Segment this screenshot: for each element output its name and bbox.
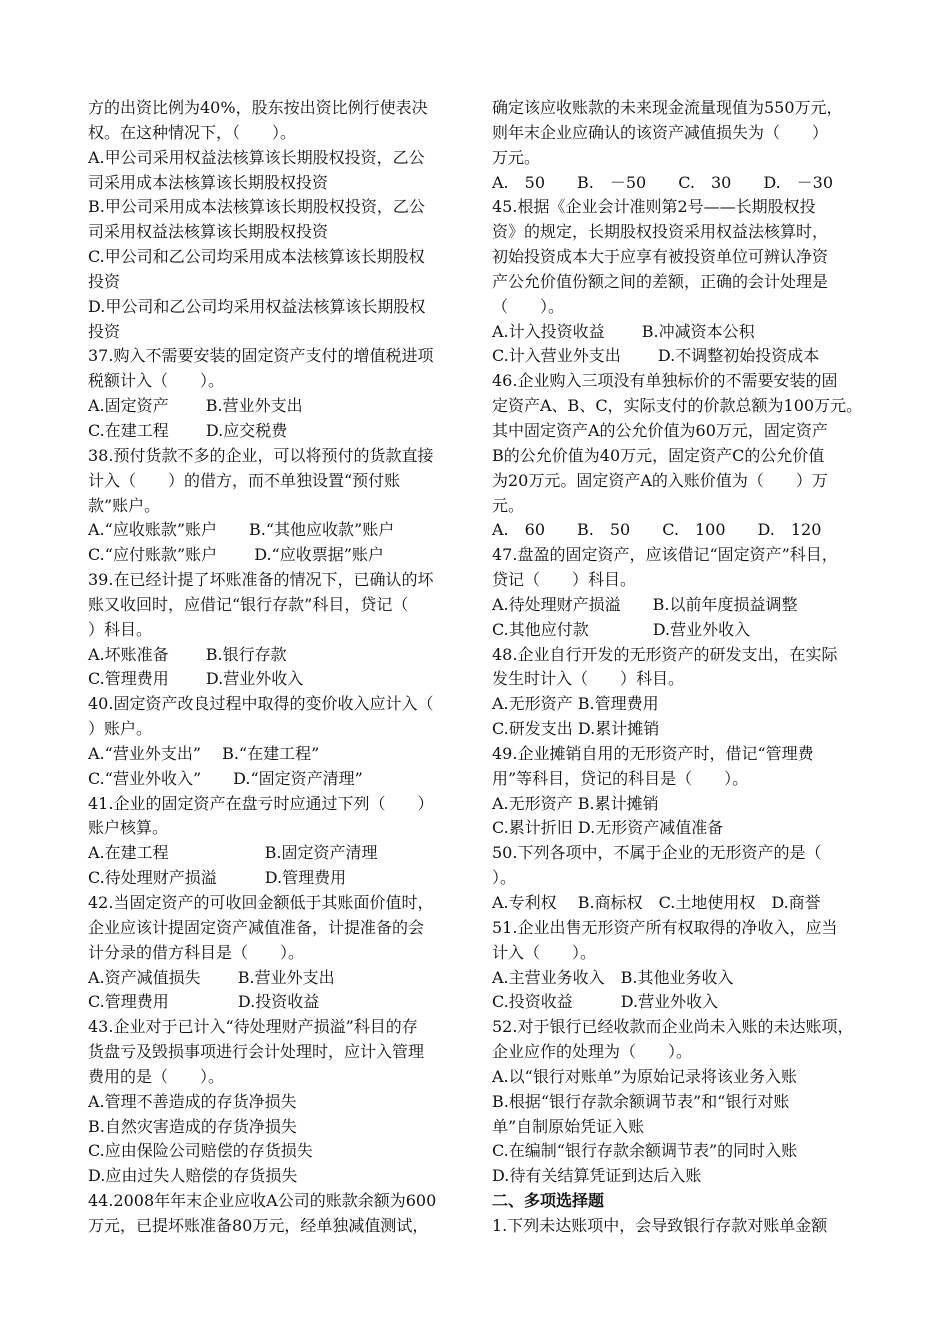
text-line: 万元。 xyxy=(492,147,541,167)
text-line: A.计入投资收益 B.冲减资本公积 xyxy=(492,321,755,341)
text-line: C.“应付账款”账户 D.“应收票据”账户 xyxy=(88,545,384,565)
text-line: 发生时计入（ ）科目。 xyxy=(492,669,685,689)
text-line: 元。 xyxy=(492,495,525,515)
text-line: C.管理费用 D.投资收益 xyxy=(88,992,320,1012)
text-line: A.无形资产 B.累计摊销 xyxy=(492,793,659,813)
text-line: 49.企业摊销自用的无形资产时，借记“管理费 xyxy=(492,743,814,763)
text-line: ）账户。 xyxy=(88,719,153,739)
text-line: 账又收回时，应借记“银行存款”科目，贷记（ xyxy=(88,594,409,614)
text-line: A.在建工程 B.固定资产清理 xyxy=(88,843,378,863)
text-line: C.管理费用 D.营业外收入 xyxy=(88,669,304,689)
text-line: 企业应作的处理为（ ）。 xyxy=(492,1042,693,1062)
text-line: D.待有关结算凭证到达后入账 xyxy=(492,1166,702,1186)
text-line: 用”等科目，贷记的科目是（ ）。 xyxy=(492,768,749,788)
text-line: B.甲公司采用成本法核算该长期股权投资，乙公 xyxy=(88,197,425,217)
text-line: 46.企业购入三项没有单独标价的不需要安装的固 xyxy=(492,371,838,391)
text-line: 税额计入（ ）。 xyxy=(88,371,225,391)
section-heading: 二、多项选择题 xyxy=(492,1191,605,1211)
text-line: A. 60 B. 50 C. 100 D. 120 xyxy=(492,520,822,540)
right-column xyxy=(492,96,872,1239)
text-line: ）。 xyxy=(492,868,517,888)
text-line: 权。在这种情况下，（ ）。 xyxy=(88,122,297,142)
text-line: 51.企业出售无形资产所有权取得的净收入，应当 xyxy=(492,917,838,937)
text-line: 费用的是（ ）。 xyxy=(88,1066,225,1086)
text-line: ）科目。 xyxy=(88,619,153,639)
text-line: 方的出资比例为40%，股东按出资比例行使表决 xyxy=(88,98,428,117)
text-line: 38.预付货款不多的企业，可以将预付的货款直接 xyxy=(88,445,434,465)
text-line: 计分录的借方科目是（ ）。 xyxy=(88,942,305,962)
text-line: C.甲公司和乙公司均采用成本法核算该长期股权 xyxy=(88,247,425,267)
text-line: 万元，已提坏账准备80万元，经单独减值测试， xyxy=(88,1215,429,1235)
text-line: A.主营业务收入 B.其他业务收入 xyxy=(492,967,734,987)
text-line: C.投资收益 D.营业外收入 xyxy=(492,992,719,1012)
text-line: 确定该应收账款的未来现金流量现值为550万元， xyxy=(492,98,843,117)
text-line: 50.下列各项中，不属于企业的无形资产的是（ xyxy=(492,843,822,863)
text-line: C.应由保险公司赔偿的存货损失 xyxy=(88,1141,313,1161)
text-line: A.“应收账款”账户 B.“其他应收款”账户 xyxy=(88,520,395,540)
text-line: B的公允价值为40万元，固定资产C的公允价值 xyxy=(492,445,825,465)
text-line: A.无形资产 B.管理费用 xyxy=(492,694,659,714)
text-line: D.应由过失人赔偿的存货损失 xyxy=(88,1166,298,1186)
text-line: 其中固定资产A的公允价值为60万元，固定资产 xyxy=(492,420,828,440)
text-line: C.在编制“银行存款余额调节表”的同时入账 xyxy=(492,1141,798,1161)
text-line: 企业应该计提固定资产减值准备，计提准备的会 xyxy=(88,917,425,937)
text-line: B.自然灾害造成的存货净损失 xyxy=(88,1116,297,1136)
text-line: 贷记（ ）科目。 xyxy=(492,570,637,590)
text-line: 货盘亏及毁损事项进行会计处理时，应计入管理 xyxy=(88,1042,425,1062)
text-line: 44.2008年年末企业应收A公司的账款余额为600 xyxy=(88,1191,437,1211)
text-line: C.累计折旧 D.无形资产减值准备 xyxy=(492,818,724,838)
text-line: 1.下列未达账项中，会导致银行存款对账单金额 xyxy=(492,1215,828,1235)
text-line: C.计入营业外支出 D.不调整初始投资成本 xyxy=(492,346,820,366)
text-line: A.“营业外支出” B.“在建工程” xyxy=(88,743,320,763)
text-line: C.研发支出 D.累计摊销 xyxy=(492,719,660,739)
text-line: 47.盘盈的固定资产，应该借记“固定资产”科目， xyxy=(492,545,838,565)
text-line: C.其他应付款 D.营业外收入 xyxy=(492,619,751,639)
text-line: A.甲公司采用权益法核算该长期股权投资，乙公 xyxy=(88,147,425,167)
text-line: 为20万元。固定资产A的入账价值为（ ）万 xyxy=(492,470,828,490)
text-line: （ ）。 xyxy=(492,296,565,316)
text-line: 单”自制原始凭证入账 xyxy=(492,1116,645,1136)
text-line: 投资 xyxy=(88,271,121,291)
text-line: 产公允价值份额之间的差额，正确的会计处理是 xyxy=(492,271,829,291)
text-line: 39.在已经计提了坏账准备的情况下，已确认的坏 xyxy=(88,570,434,590)
text-line: D.甲公司和乙公司均采用权益法核算该长期股权 xyxy=(88,296,426,316)
text-line: 则年末企业应确认的该资产减值损失为（ ） xyxy=(492,122,829,142)
text-line: 43.企业对于已计入“待处理财产损溢”科目的存 xyxy=(88,1017,418,1037)
text-line: A.专利权 B.商标权 C.土地使用权 D.商誉 xyxy=(492,893,821,912)
text-line: A.坏账准备 B.银行存款 xyxy=(88,644,287,664)
text-line: 52.对于银行已经收款而企业尚未入账的未达账项， xyxy=(492,1017,854,1037)
text-line: C.在建工程 D.应交税费 xyxy=(88,420,288,440)
text-line: 初始投资成本大于应享有被投资单位可辨认净资 xyxy=(492,247,829,267)
text-line: 40.固定资产改良过程中取得的变价收入应计入（ xyxy=(88,694,434,714)
text-line: 48.企业自行开发的无形资产的研发支出，在实际 xyxy=(492,644,838,664)
text-line: 45.根据《企业会计准则第2号——长期股权投 xyxy=(492,197,816,217)
text-line: A.待处理财产损溢 B.以前年度损益调整 xyxy=(492,594,798,614)
text-line: 计入（ ）的借方，而不单独设置“预付账 xyxy=(88,470,401,490)
text-line: 账户核算。 xyxy=(88,818,169,838)
text-line: 41.企业的固定资产在盘亏时应通过下列（ ） xyxy=(88,793,434,813)
text-line: 资》的规定，长期股权投资采用权益法核算时， xyxy=(492,222,829,242)
text-line: A.固定资产 B.营业外支出 xyxy=(88,396,303,416)
left-column xyxy=(88,96,460,1239)
text-line: 42.当固定资产的可收回金额低于其账面价值时， xyxy=(88,893,434,912)
text-line: 款”账户。 xyxy=(88,495,161,515)
text-line: 投资 xyxy=(88,321,121,341)
text-line: 司采用成本法核算该长期股权投资 xyxy=(88,172,329,192)
text-line: A.以“银行对账单”为原始记录将该业务入账 xyxy=(492,1066,798,1086)
text-line: 37.购入不需要安装的固定资产支付的增值税进项 xyxy=(88,346,434,366)
text-line: C.待处理财产损溢 D.管理费用 xyxy=(88,868,347,888)
text-line: 计入（ ）。 xyxy=(492,942,597,962)
text-line: C.“营业外收入” D.“固定资产清理” xyxy=(88,768,363,788)
text-line: 定资产A、B、C，实际支付的价款总额为100万元。 xyxy=(492,396,863,416)
text-line: A.资产减值损失 B.营业外支出 xyxy=(88,967,335,987)
text-line: A. 50 B. －50 C. 30 D. －30 xyxy=(492,172,834,192)
text-line: A.管理不善造成的存货净损失 xyxy=(88,1091,297,1111)
text-line: 司采用权益法核算该长期股权投资 xyxy=(88,222,329,242)
text-line: B.根据“银行存款余额调节表”和“银行对账 xyxy=(492,1091,790,1111)
